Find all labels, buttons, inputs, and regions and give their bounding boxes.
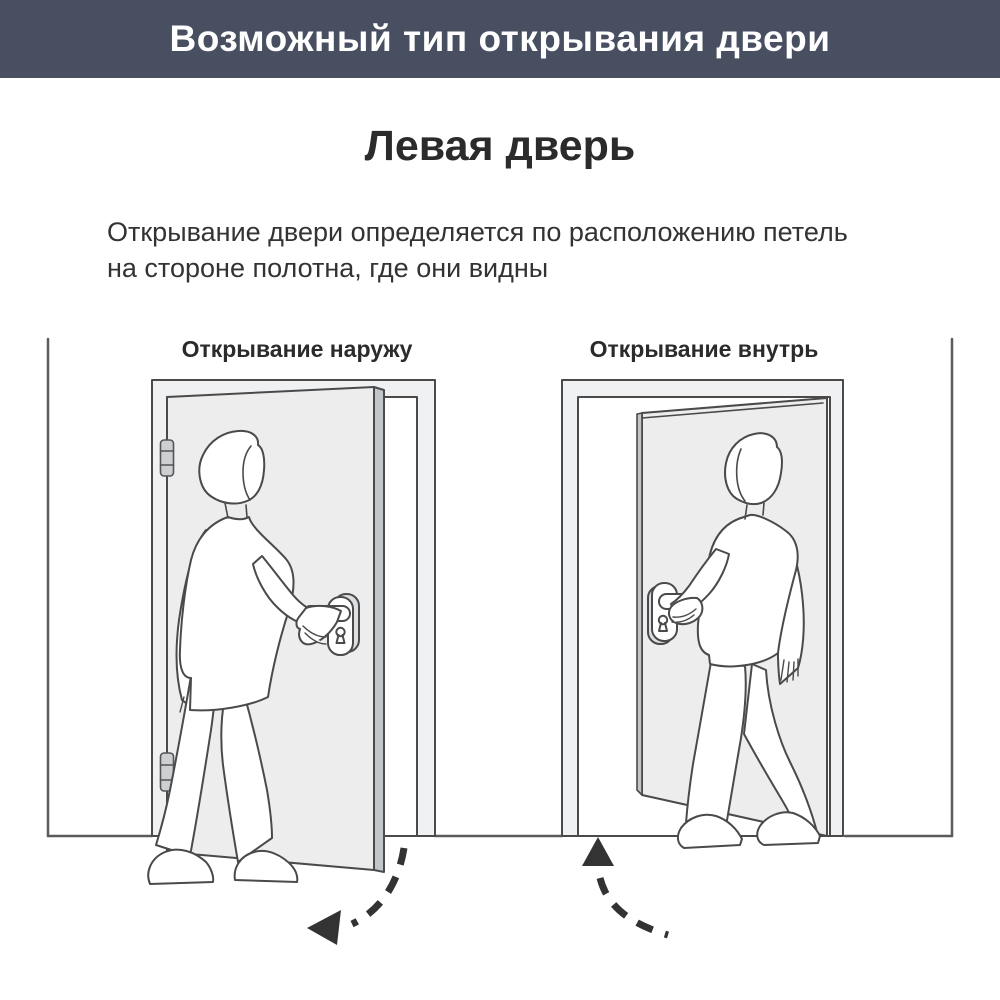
subtitle: Левая дверь (364, 122, 636, 170)
description-line-1: Открывание двери определяется по расположению петель (107, 217, 848, 247)
outward-door-diagram (48, 339, 562, 945)
outward-diagram-label: Открывание наружу (181, 336, 413, 362)
inward-door-diagram (562, 339, 952, 935)
inward-diagram-label: Открывание внутрь (589, 336, 819, 362)
swing-arrow-inward (582, 837, 668, 935)
page-title: Возможный тип открывания двери (169, 18, 831, 59)
wall-lines (845, 339, 952, 836)
description-line-2: на стороне полотна, где они видны (107, 253, 549, 283)
